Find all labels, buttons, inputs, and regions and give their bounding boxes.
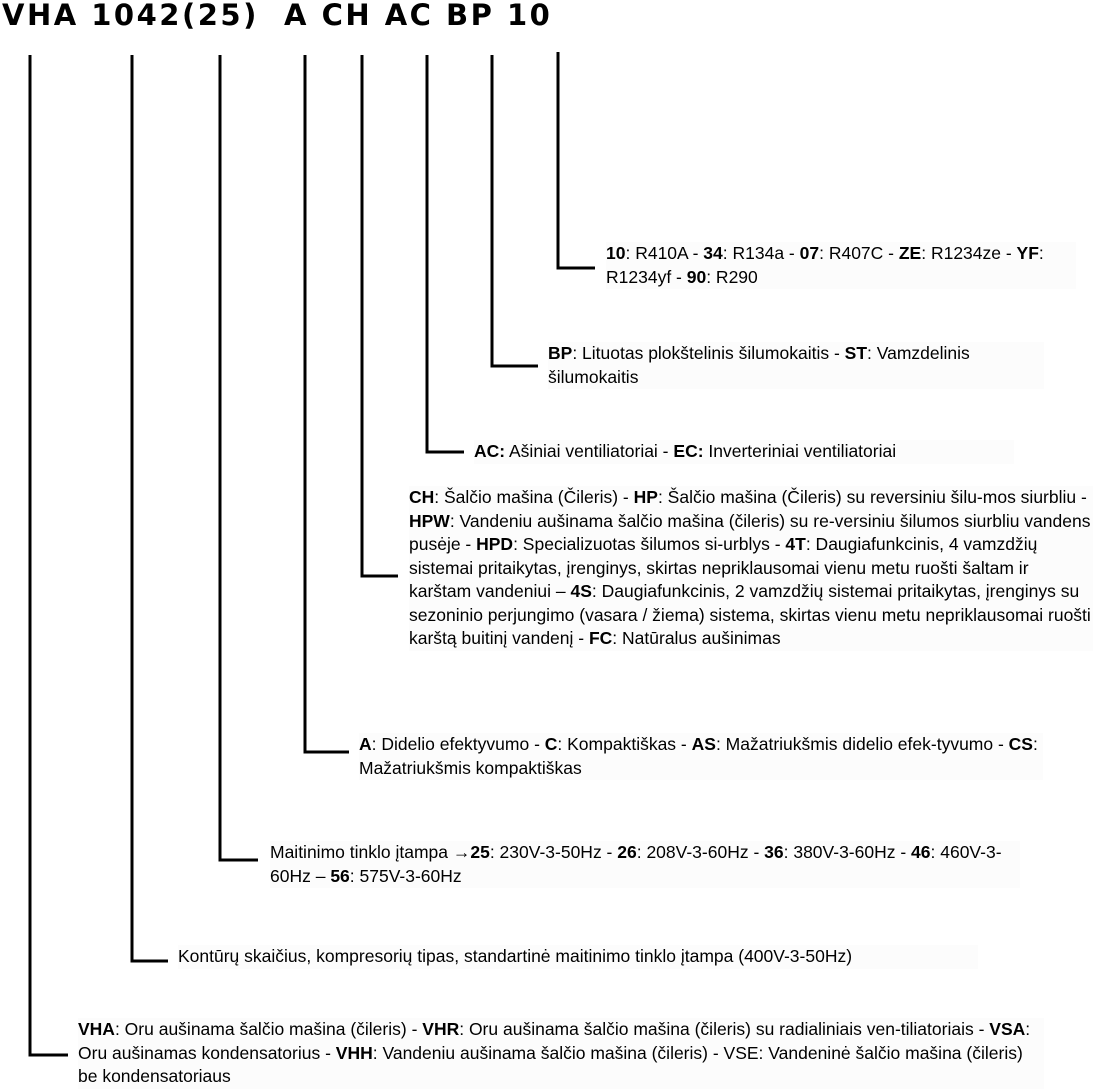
code-meaning: : 575V-3-60Hz bbox=[349, 865, 462, 886]
code-meaning: Ašiniai ventiliatoriai - bbox=[505, 441, 674, 461]
code-key: YF bbox=[1016, 243, 1039, 263]
code-meaning: : R290 bbox=[706, 266, 758, 287]
code-key: 46 bbox=[911, 842, 931, 862]
connector-circuits bbox=[132, 55, 168, 961]
code-key: A bbox=[359, 734, 372, 754]
code-meaning: : Vandeniu aušinama šalčio mašina (čileris) su re-versiniu šilumos siurbliu vandens pusėje - bbox=[409, 510, 1091, 554]
code-meaning: Inverteriniai ventiliatoriai bbox=[703, 441, 897, 461]
code-meaning: : R410A - bbox=[625, 243, 704, 263]
code-key: FC bbox=[588, 628, 613, 648]
code-meaning: : Šalčio mašina (Čileris) - bbox=[434, 487, 634, 507]
code-key: VHA bbox=[78, 1019, 115, 1039]
code-meaning: Kontūrų skaičius, kompresorių tipas, standartinė maitinimo tinklo įtampa (400V-3-50Hz) bbox=[178, 946, 853, 966]
code-meaning: : Mažatriukšmis didelio efek-tyvumo - bbox=[715, 734, 1009, 754]
connector-efficiency bbox=[305, 55, 349, 752]
desc-refrigerant bbox=[606, 242, 1076, 289]
code-meaning: : Natūralus aušinimas bbox=[612, 628, 781, 648]
code-key: 25 bbox=[470, 842, 490, 862]
code-meaning: : R1234ze - bbox=[921, 243, 1017, 263]
code-meaning: : Daugiafunkcinis, 4 vamzdžių sistemai pritaikytas, įrenginys, skirtas nepriklausomai vienu metu ruošti šaltam ir karštam vandeniui – bbox=[409, 534, 1038, 601]
code-meaning: : Lituotas plokštelinis šilumokaitis - bbox=[572, 343, 845, 363]
connector-exchanger bbox=[492, 55, 538, 366]
code-meaning: Maitinimo tinklo įtampa → bbox=[270, 842, 471, 862]
code-meaning: : 208V-3-60Hz - bbox=[636, 842, 765, 862]
code-key: EC: bbox=[673, 441, 704, 461]
code-key: 36 bbox=[764, 842, 784, 862]
code-meaning: : Daugiafunkcinis, 2 vamzdžių sistemai pritaikytas, įrenginys su sezoninio perjungimo (vasara / žiema) sistema, skirtas vienu metu nepriklausomai ruošti karštą buitinį vandenį - bbox=[409, 581, 1091, 648]
desc-voltage bbox=[270, 841, 1020, 888]
code-key: C bbox=[544, 734, 558, 754]
desc-circuits bbox=[178, 945, 978, 969]
code-meaning: : 230V-3-50Hz - bbox=[489, 842, 618, 862]
code-meaning: : R134a - bbox=[722, 243, 800, 263]
code-meaning: : Vamzdelinis šilumokaitis bbox=[548, 343, 970, 387]
code-key: 10 bbox=[606, 243, 626, 263]
desc-series bbox=[78, 1018, 1044, 1089]
code-key: 90 bbox=[686, 266, 707, 287]
code-meaning: : Oru aušinama šalčio mašina (čileris) su radialiniais ven-tiliatoriais - bbox=[459, 1019, 990, 1039]
code-key: ZE bbox=[898, 243, 922, 263]
code-meaning: : 380V-3-60Hz - bbox=[783, 842, 912, 862]
code-meaning: : Oru aušinamas kondensatorius - bbox=[78, 1019, 1031, 1063]
code-key: VHR bbox=[422, 1019, 460, 1039]
code-meaning: : Didelio efektyvumo - bbox=[371, 734, 545, 754]
code-meaning: : Kompaktiškas - bbox=[557, 734, 692, 754]
code-meaning: : R407C - bbox=[819, 243, 899, 263]
code-meaning: : Vandeniu aušinama šalčio mašina (čileris) - VSE: Vandeninė šalčio mašina (čileris) be kondensatoriaus bbox=[78, 1042, 1023, 1086]
code-key: 56 bbox=[330, 865, 350, 886]
desc-function bbox=[409, 486, 1093, 651]
code-meaning: : Šalčio mašina (Čileris) su reversiniu šilu-mos siurbliu - bbox=[657, 487, 1087, 507]
desc-efficiency bbox=[359, 733, 1043, 780]
code-key: AS bbox=[691, 734, 716, 754]
code-key: VSA bbox=[989, 1019, 1026, 1039]
code-key: BP bbox=[548, 343, 573, 363]
code-key: VHH bbox=[335, 1042, 373, 1063]
model-code: VHA 1042(25) A CH AC BP 10 bbox=[2, 0, 553, 32]
code-key: 26 bbox=[617, 842, 637, 862]
desc-fans bbox=[474, 440, 1014, 464]
code-key: ST bbox=[844, 343, 868, 363]
connector-series bbox=[30, 55, 68, 1055]
code-key: 4S bbox=[570, 581, 592, 601]
code-meaning: : Oru aušinama šalčio mašina (čileris) - bbox=[114, 1019, 423, 1039]
code-key: 34 bbox=[703, 243, 723, 263]
code-key: 4T bbox=[785, 534, 806, 554]
connector-voltage bbox=[220, 55, 258, 860]
code-key: HPW bbox=[409, 510, 450, 531]
code-meaning: : R1234yf - bbox=[606, 243, 1044, 287]
code-key: HP bbox=[633, 487, 658, 507]
connector-fans bbox=[427, 55, 464, 452]
connector-refrigerant bbox=[558, 52, 595, 268]
code-key: HPD bbox=[476, 534, 514, 554]
code-key: 07 bbox=[799, 243, 820, 263]
code-key: CS bbox=[1008, 734, 1033, 754]
code-meaning: : Mažatriukšmis kompaktiškas bbox=[359, 734, 1038, 778]
code-key: AC: bbox=[474, 441, 506, 461]
connector-function bbox=[362, 55, 398, 576]
desc-exchanger bbox=[548, 342, 1044, 389]
code-key: CH bbox=[409, 487, 435, 507]
code-meaning: : Specializuotas šilumos si-urblys - bbox=[513, 534, 786, 554]
code-meaning: : 460V-3-60Hz – bbox=[270, 842, 1002, 886]
